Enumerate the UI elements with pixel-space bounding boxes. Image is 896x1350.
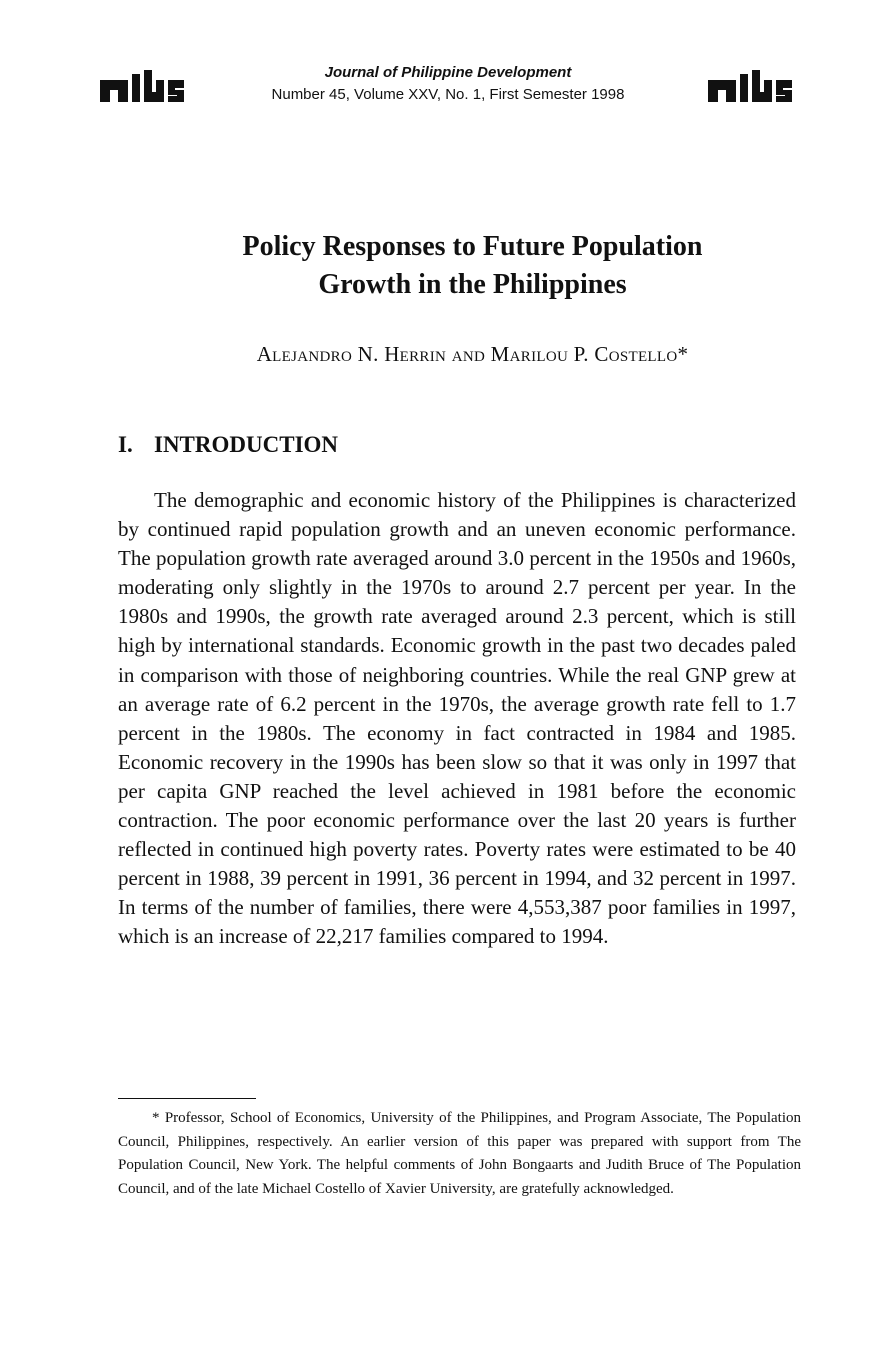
paper-title: [0, 228, 896, 304]
journal-issue: Number 45, Volume XXV, No. 1, First Semester 1998: [271, 86, 625, 103]
paper-title-line-2: Growth in the Philippines: [318, 269, 627, 300]
author-footnote: * Professor, School of Economics, University of the Philippines, and Program Associate, The Population Council, Philippines, respectively. An earlier version of this paper was prepared with support from The Population Council, New York. The helpful comments of John Bongaarts and Judith Bruce of The Population Council, and of the late Michael Costello of Xavier University, are gratefully acknowledged.: [118, 1110, 801, 1197]
paper-title-line-1: Policy Responses to Future Population: [242, 231, 703, 262]
section-heading: [118, 432, 338, 458]
author-line: Alejandro N. Herrin and Marilou P. Costello*: [256, 342, 689, 366]
footnote-divider: [118, 1098, 256, 1099]
section-title: INTRODUCTION: [154, 432, 339, 457]
journal-title: Journal of Philippine Development: [324, 64, 572, 81]
section-number: I.: [118, 432, 133, 457]
introduction-paragraph: The demographic and economic history of the Philippines is characterized by continued rapid population growth and an uneven economic performance. The population growth rate averaged around 3.0 percent in the 1950s and 1960s, moderating only slightly in the 1970s to around 2.7 percent per year. In the 1980s and 1990s, the growth rate averaged around 2.3 percent, which is still high by international standards. Economic growth in the past two decades paled in comparison with those of neighboring countries. While the real GNP grew at an average rate of 6.2 percent in the 1970s, the average growth rate fell to 1.7 percent in the 1980s. The economy in fact contracted in 1984 and 1985. Economic recovery in the 1990s has been slow so that it was only in 1997 that per capita GNP reached the level achieved in 1981 before the economic contraction. The poor economic performance over the last 20 years is further reflected in continued high poverty rates. Poverty rates were estimated to be 40 percent in 1988, 39 percent in 1991, 36 percent in 1994, and 32 percent in 1997. In terms of the number of families, there were 4,553,387 poor families in 1997, which is an increase of 22,217 families compared to 1994.: [118, 488, 796, 949]
pids-logo-right-graphic: [706, 68, 794, 104]
pids-logo-icon: [706, 68, 794, 104]
